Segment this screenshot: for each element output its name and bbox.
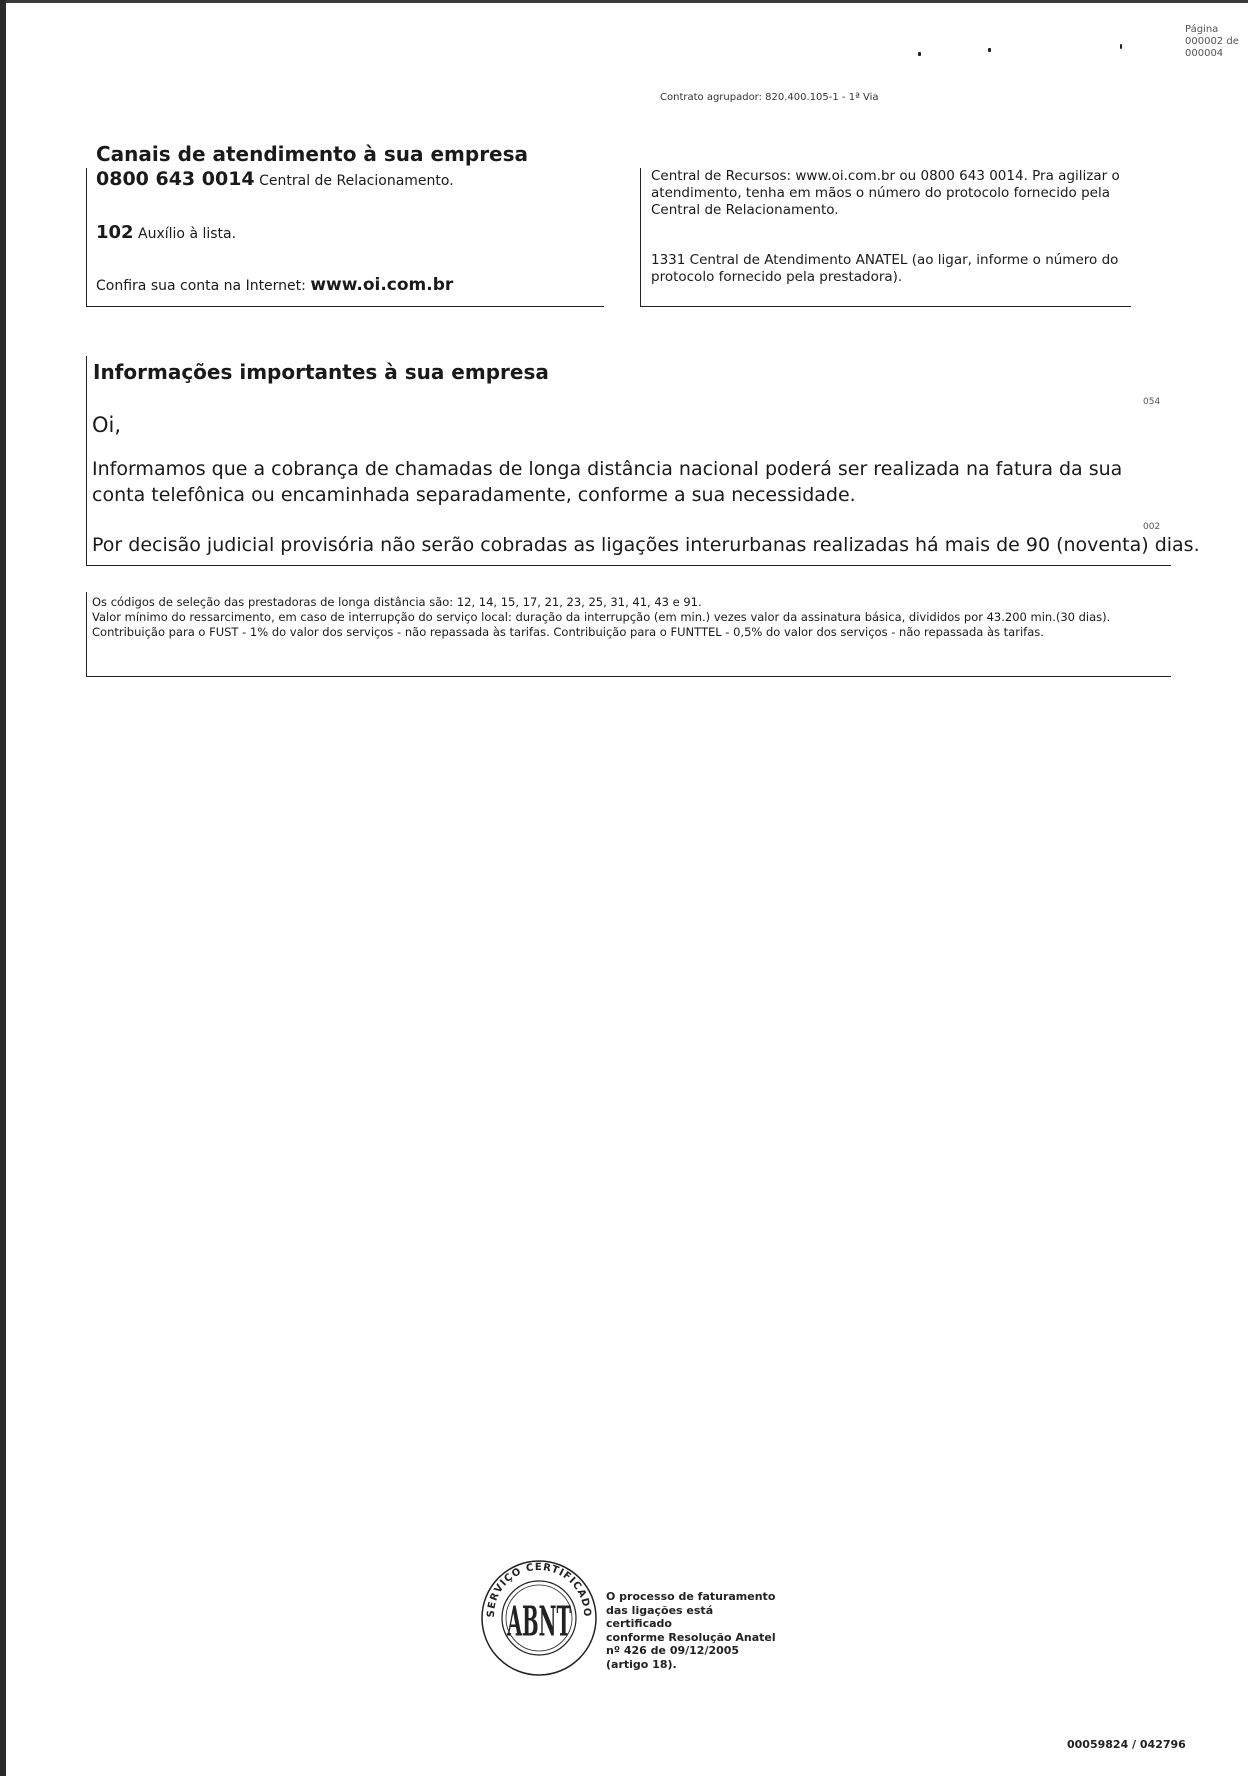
- contract-number: Contrato agrupador: 820.400.105-1 - 1ª Via: [660, 92, 879, 103]
- phone-description: Central de Relacionamento.: [259, 173, 454, 189]
- certification-line: nº 426 de 09/12/2005: [606, 1644, 740, 1657]
- legal-line: Os códigos de seleção das prestadoras de longa distância são: 12, 14, 15, 17, 21, 23, 25, 31, 41, 43 e 91.: [92, 595, 702, 609]
- certification-line: conforme Resolução Anatel: [606, 1630, 776, 1644]
- certification-line: das ligações está certificado: [606, 1603, 714, 1630]
- scan-dot: [988, 48, 991, 52]
- canais-title: Canais de atendimento à sua empresa: [96, 142, 529, 166]
- greeting: Oi,: [92, 413, 122, 437]
- seal-ring-text: SERVIÇO CERTIFICADO: [485, 1561, 593, 1618]
- legal-line: Contribuição para o FUST - 1% do valor dos serviços - não repassada às tarifas. Contribuição para o FUNTTEL - 0,5% do valor dos serviços - não repassada às tarifas.: [92, 625, 1044, 639]
- central-relacionamento-line: [96, 168, 454, 190]
- page-label: Página: [1185, 24, 1219, 35]
- certification-text: [606, 1590, 776, 1671]
- message-code: 054: [1143, 397, 1161, 407]
- short-number: 102: [96, 222, 134, 243]
- info-title: Informações importantes à sua empresa: [93, 360, 549, 384]
- info-paragraph: Informamos que a cobrança de chamadas de longa distância nacional poderá ser realizada na fatura da sua conta telefônica ou encaminhada separadamente, conforme a sua necessidade.: [92, 458, 1123, 506]
- message-code: 002: [1143, 522, 1161, 532]
- scan-dot: [918, 52, 921, 56]
- web-url: www.oi.com.br: [310, 275, 454, 295]
- central-recursos-text: Central de Recursos: www.oi.com.br ou 0800 643 0014. Pra agilizar o atendimento, tenha em mãos o número do protocolo fornecido pela Central de Relacionamento.: [651, 168, 1120, 218]
- phone-number: 0800 643 0014: [96, 168, 255, 190]
- legal-line: Valor mínimo do ressarcimento, em caso de interrupção do serviço local: duração da interrupção (em min.) vezes valor da assinatura básica, divididos por 43.200 min.(30 dias).: [92, 610, 1111, 624]
- certification-line: O processo de faturamento: [606, 1590, 776, 1603]
- scan-edge-left: [0, 0, 6, 1776]
- auxilio-lista-line: [96, 222, 236, 243]
- abnt-certification-seal: [478, 1557, 600, 1679]
- scan-dot: [1120, 44, 1122, 49]
- legal-notes: [92, 595, 1172, 640]
- web-prefix: Confira sua conta na Internet:: [96, 278, 306, 294]
- document-number: 00059824 / 042796: [1067, 1738, 1186, 1751]
- page-number: [1185, 24, 1239, 60]
- info-paragraph: Por decisão judicial provisória não serão cobradas as ligações interurbanas realizadas há mais de 90 (noventa) dias.: [92, 534, 1200, 556]
- page-total: 000004: [1185, 48, 1224, 59]
- web-line: [96, 275, 453, 295]
- short-number-description: Auxílio à lista.: [138, 226, 237, 242]
- anatel-text: 1331 Central de Atendimento ANATEL (ao ligar, informe o número do protocolo fornecido pela prestadora).: [651, 252, 1119, 285]
- scan-edge-top: [0, 0, 1248, 3]
- page-current: 000002 de: [1185, 36, 1239, 47]
- seal-logo: ABNT: [507, 1597, 571, 1646]
- certification-line: (artigo 18).: [606, 1657, 677, 1671]
